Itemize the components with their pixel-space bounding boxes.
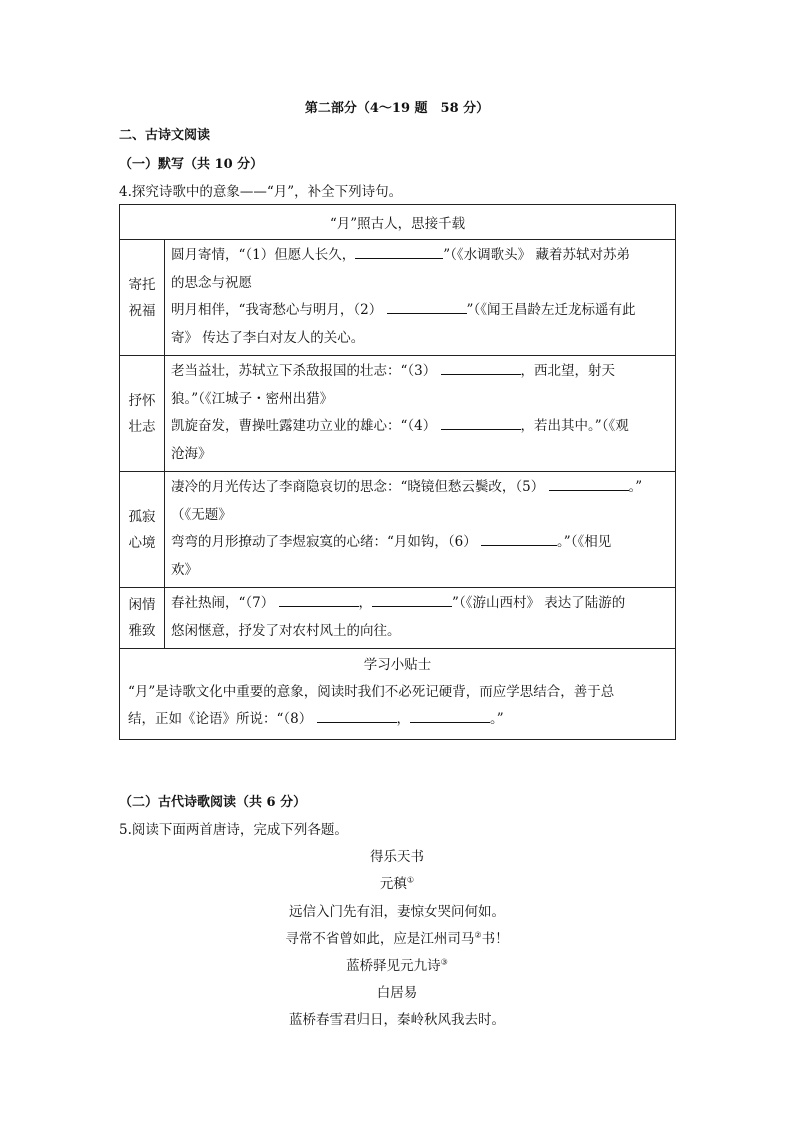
text-segment: ”（《闻王昌龄左迁龙标遥有此 xyxy=(466,302,636,318)
table-row xyxy=(120,356,676,472)
text-line: 狼。”（《江城子・密州出猎》 xyxy=(171,390,334,407)
part-title: 第二部分（4～19 题 58 分） xyxy=(304,101,490,116)
row-content xyxy=(165,588,676,649)
study-tips xyxy=(120,649,676,740)
text-segment: 书！ xyxy=(481,931,509,947)
question-5-stem: 5.阅读下面两首唐诗，完成下列各题。 xyxy=(119,822,348,838)
footnote-marker: ③ xyxy=(440,957,448,967)
answer-blank-8b[interactable] xyxy=(410,710,490,723)
text-segment: ”（《水调歌头》 藏着苏轼对苏弟 xyxy=(443,247,630,263)
poem1-title: 得乐天书 xyxy=(370,849,424,865)
table-row xyxy=(120,588,676,649)
text-line: 悠闲惬意，抒发了对农村风土的向往。 xyxy=(171,622,401,639)
table-row xyxy=(120,240,676,356)
row-content xyxy=(165,356,676,472)
poem1-author xyxy=(0,872,794,892)
text-segment: 弯弯的月形撩动了李煜寂寞的心绪：“月如钩，（6） xyxy=(171,534,477,550)
category-line: 壮志 xyxy=(128,418,156,435)
table-row xyxy=(120,472,676,588)
title-text: 蓝桥驿见元九诗 xyxy=(346,958,441,974)
row-category xyxy=(120,240,165,356)
row-content xyxy=(165,472,676,588)
row-category xyxy=(120,356,165,472)
text-line: 的思念与祝愿 xyxy=(171,274,252,291)
text-line: （《无题》 xyxy=(171,506,232,523)
text-line: 寄》 传达了李白对友人的关心。 xyxy=(171,329,365,346)
answer-blank-8a[interactable] xyxy=(317,710,397,723)
answer-blank-2[interactable] xyxy=(387,301,467,314)
text-segment: 。” xyxy=(490,711,504,727)
text-segment: ， xyxy=(358,595,373,611)
poem2-line: 蓝桥春雪君归日，秦岭秋风我去时。 xyxy=(289,1012,505,1028)
footnote-marker: ② xyxy=(474,930,482,940)
tips-title: 学习小贴士 xyxy=(363,657,432,673)
row-content xyxy=(165,240,676,356)
text-segment: 圆月寄情，“（1）但愿人长久， xyxy=(171,247,356,263)
text-segment: ，若出其中。”（《观 xyxy=(520,418,629,434)
category-line: 心境 xyxy=(128,534,156,551)
answer-blank-3[interactable] xyxy=(441,362,521,375)
text-segment: 明月相伴，“我寄愁心与明月，（2） xyxy=(171,302,383,318)
category-line: 抒怀 xyxy=(128,392,156,409)
category-line: 闲情 xyxy=(128,597,156,613)
text-line: 欢》 xyxy=(171,561,198,578)
text-segment: 老当益壮，苏轼立下杀敌报国的壮志：“（3） xyxy=(171,363,437,379)
text-segment: 结，正如《论语》所说：“（8） xyxy=(128,711,313,727)
answer-blank-6[interactable] xyxy=(481,533,557,546)
answer-blank-4[interactable] xyxy=(441,417,521,430)
text-line: 沧海》 xyxy=(171,445,212,462)
poem1-line: 远信入门先有泪，妻惊女哭问何如。 xyxy=(289,904,505,920)
category-line: 孤寂 xyxy=(128,508,156,525)
text-segment: 春社热闹，“（7） xyxy=(171,595,275,611)
category-line: 寄托 xyxy=(128,276,156,293)
section-title: 二、古诗文阅读 xyxy=(119,128,211,143)
subsection-title-1: （一）默写（共 10 分） xyxy=(119,157,264,172)
poem2-author: 白居易 xyxy=(376,985,418,1001)
answer-blank-5[interactable] xyxy=(549,478,629,491)
answer-blank-1[interactable] xyxy=(355,246,443,259)
footnote-marker: ① xyxy=(406,875,415,885)
text-segment: 凄冷的月光传达了李商隐哀切的思念：“晓镜但愁云鬓改，（5） xyxy=(171,479,545,495)
text-segment: ， xyxy=(396,711,411,727)
subsection-title-2: （二）古代诗歌阅读（共 6 分） xyxy=(119,795,307,810)
moon-imagery-table xyxy=(119,204,676,740)
tips-line: “月”是诗歌文化中重要的意象，阅读时我们不必死记硬背，而应学思结合，善于总 xyxy=(128,684,615,700)
poem1-line xyxy=(0,927,794,947)
table-header: “月”照古人，思接千载 xyxy=(120,205,676,240)
text-segment: 。”（《相见 xyxy=(557,534,612,550)
row-category xyxy=(120,588,165,649)
text-segment: 凯旋奋发，曹操吐露建功立业的雄心：“（4） xyxy=(171,418,437,434)
author-name: 元稹 xyxy=(379,876,407,892)
text-segment: 寻常不省曾如此，应是江州司马 xyxy=(285,931,475,947)
text-segment: 。” xyxy=(628,479,643,495)
answer-blank-7b[interactable] xyxy=(372,594,452,607)
text-segment: ，西北望，射天 xyxy=(520,363,616,379)
category-line: 祝福 xyxy=(128,302,156,319)
question-4-stem: 4.探究诗歌中的意象——“月”，补全下列诗句。 xyxy=(119,184,403,200)
poem2-title xyxy=(0,954,794,974)
text-segment: ”（《游山西村》 表达了陆游的 xyxy=(452,595,626,611)
answer-blank-7a[interactable] xyxy=(279,594,359,607)
row-category xyxy=(120,472,165,588)
category-line: 雅致 xyxy=(128,623,156,639)
